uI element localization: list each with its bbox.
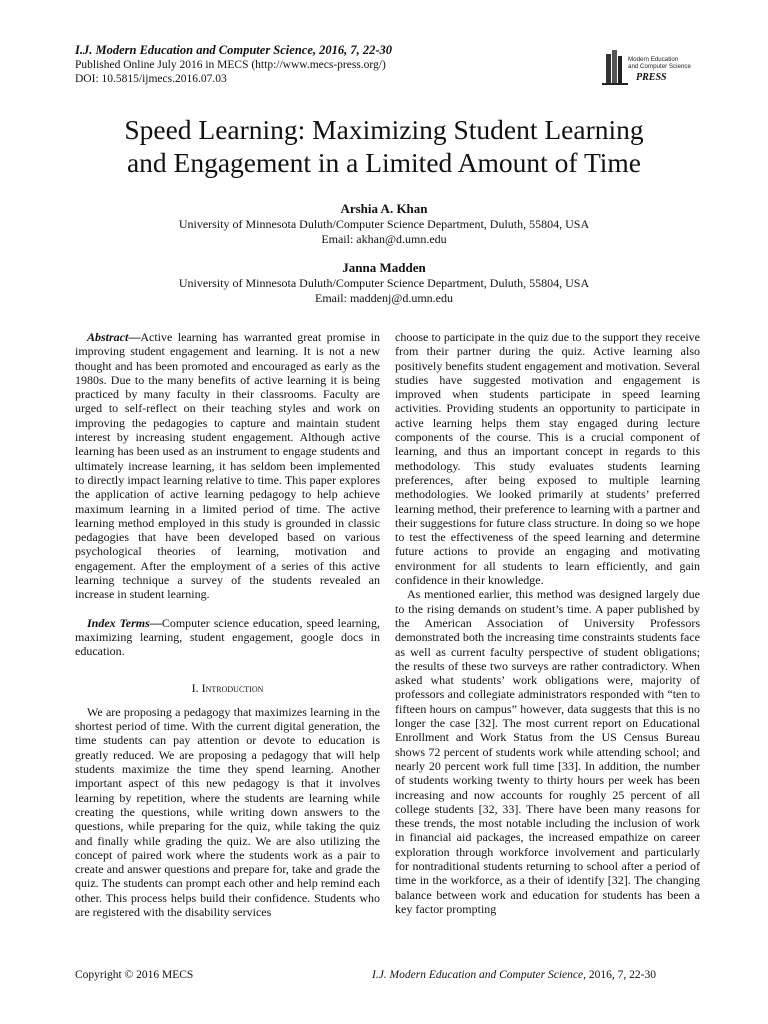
title-line-2: and Engagement in a Limited Amount of Time: [126, 147, 642, 178]
footer-journal: I.J. Modern Education and Computer Science, 2016, 7, 22-30: [372, 969, 656, 981]
abstract: [75, 330, 380, 602]
section-heading: I. Introduction: [191, 680, 264, 695]
author-block-2: [60, 260, 708, 305]
mecs-press-logo: [598, 40, 698, 90]
journal-volume: , 2016, 7, 22-30: [312, 43, 393, 57]
body-paragraph: choose to participate in the quiz due to the support they receive from their partner during the quiz. Active learning also positively benefits student engagement and motivation. Several studies have suggested motivation and engagement is improved when students participate in speed learning activities. Providing students an opportunity to participate in active learning helps them stay engaged during lecture components of the course. This is a crucial component of learning, and thus an important concept in regards to this methodology. This study evaluates students learning preferences, after being exposed to multiple learning methodologies. We looked primarily at students’ preferred learning method, their preference to learning with a partner and their suggestions for future class structure. In doing so we hope to test the effectiveness of the speed learning and determine future actions to provide an engaging and motivating environment for all students to learn efficiently, and gain confidence in their knowledge.: [395, 330, 700, 588]
abstract-label: Abstract: [87, 330, 129, 344]
doi: DOI: 10.5815/ijmecs.2016.07.03: [75, 73, 227, 85]
title-line-1: Speed Learning: Maximizing Student Learning: [124, 114, 644, 145]
index-terms-label: Index Terms: [87, 615, 150, 630]
logo-line1: Modern Education: [628, 56, 679, 63]
author-affiliation: University of Minnesota Duluth/Computer Science Department, Duluth, 55804, USA: [178, 217, 590, 231]
author-email: Email: akhan@d.umn.edu: [321, 231, 447, 246]
author-email: Email: maddenj@d.umn.edu: [314, 290, 454, 305]
author-block-1: [60, 201, 708, 246]
journal-citation: [75, 43, 595, 58]
books-icon: [602, 50, 628, 84]
logo-press: PRESS: [636, 72, 667, 83]
journal-name: I.J. Modern Education and Computer Science: [75, 43, 313, 57]
index-terms-text: Computer science education, speed learning, maximizing learning, student engagement, google docs in education.: [75, 615, 381, 659]
author-name: Janna Madden: [342, 260, 426, 275]
publication-info: Published Online July 2016 in MECS (http://www.mecs-press.org/): [75, 59, 386, 71]
footer-copyright: Copyright © 2016 MECS: [75, 969, 194, 981]
abstract-text: Active learning has warranted great promise in improving student engagement and learning. It is not a new thought and has been promoted and encouraged as early as the 1980s. Due to the many benefits of active learning it is being practiced by many faculty in their classrooms. Faculty are urged to self-reflect on their teaching styles and work on improving the pedagogies to capture and maintain student interest by increasing student engagement. Although active learning has been used as an instrument to engage students and ultimately increase learning, it has seldom been implemented to directly impact learning relative to time. This paper explores the application of active learning pedagogy to help achieve maximum learning in a limited period of time. The active learning method employed in this study is grounded in classic pedagogies that have been developed based on various psychological theories of learning, motivation and engagement. After the employment of a series of this active learning technique a survey of the students revealed an increase in student learning.: [75, 330, 380, 602]
index-terms: [75, 616, 380, 659]
abstract-dash: —: [128, 330, 141, 344]
body-paragraph: As mentioned earlier, this method was designed largely due to the rising demands on student’s time. A paper published by the American Association of University Professors demonstrated both the increasing time constraints students face as well as current faculty perspective of student obligations; the results of these two surveys are rather contradictory. When asked what students’ work obligations were, majority of professors and collegiate administrators responded with “ten to fifteen hours on campus” however, data suggests that this is no longer the case [32]. The most current report on Educational Enrollment and Work Status from the US Census Bureau shows 72 percent of students work while attending school; and nearly 20 percent work full time [33]. In addition, the number of students working twenty to thirty hours per week has been increasing and now accounts for roughly 25 percent of all college students [32, 33]. There have been many reasons for these trends, the most notable including the inclusion of work in financial aid packages, the increased empathize on career exploration through workforce involvement and particularly for nontraditional students returning to school after a period of time in the workforce, as a their of identify [32]. The changing balance between work and education for students has been a key factor prompting: [395, 587, 700, 916]
index-terms-dash: —: [149, 615, 162, 630]
paper-title: [40, 113, 728, 179]
logo-line2: and Computer Science: [628, 63, 691, 70]
author-affiliation: University of Minnesota Duluth/Computer Science Department, Duluth, 55804, USA: [178, 276, 590, 290]
journal-header: [75, 43, 595, 86]
left-column: [75, 330, 380, 919]
intro-paragraph: We are proposing a pedagogy that maximizes learning in the shortest period of time. With the current digital generation, the time students can pay attention or devote to education is greatly reduced. We are proposing a pedagogy that will help students maximize the time they spend learning. Another important aspect of this new pedagogy is that it involves learning by repetition, where the students are learning while creating the questions, while writing down answers to the questions, while preparing for the quiz, while taking the quiz and finally while grading the quiz. We are also utilizing the concept of paired work where the students work as a pair to create and answer questions and prepare for, take and grade the quiz. The students can prompt each other and help remind each other. This process helps build their confidence. Students who are registered with the disability services: [75, 704, 380, 919]
right-column: [395, 330, 700, 916]
author-name: Arshia A. Khan: [340, 201, 428, 216]
